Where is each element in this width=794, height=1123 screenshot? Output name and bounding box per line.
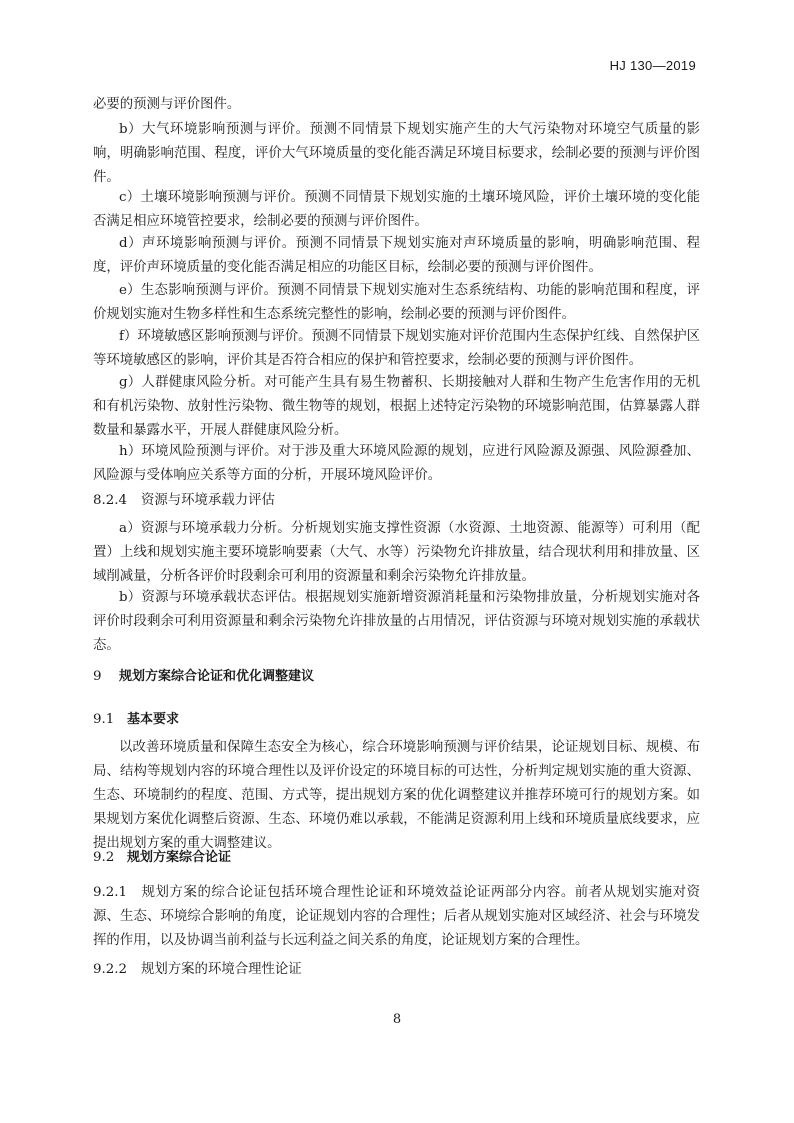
paragraph-item-e-ecology: e）生态影响预测与评价。预测不同情景下规划实施对生态系统结构、功能的影响范围和程度，评价规划实施对生物多样性和生态系统完整性的影响，绘制必要的预测与评价图件。 — [93, 283, 700, 322]
paragraph-8-2-4-b: b）资源与环境承载状态评估。根据规划实施新增资源消耗量和污染物排放量，分析规划实施对各评价时段剩余可利用资源量和剩余污染物允许排放量的占用情况，评估资源与环境对规划实施的承载状态。 — [93, 590, 700, 653]
section-title: 规划方案的环境合理性论证 — [141, 962, 302, 977]
section-title: 规划方案综合论证和优化调整建议 — [119, 669, 315, 684]
clause-number: 9.2.1 — [93, 885, 128, 900]
paragraph-item-f-sensitive-areas: f）环境敏感区影响预测与评价。预测不同情景下规划实施对评价范围内生态保护红线、自然保护区等环境敏感区的影响，评价其是否符合相应的保护和管控要求，绘制必要的预测与评价图件。 — [93, 329, 700, 368]
section-heading-9-2 — [93, 846, 231, 870]
paragraph-continuation: 必要的预测与评价图件。 — [93, 97, 241, 112]
paragraph-item-c-soil: c）土壤环境影响预测与评价。预测不同情景下规划实施的土壤环境风险，评价土壤环境的变化能否满足相应环境管控要求，绘制必要的预测与评价图件。 — [93, 190, 700, 229]
section-number: 9.2 — [93, 850, 115, 865]
section-title: 资源与环境承载力评估 — [141, 493, 275, 508]
section-title: 规划方案综合论证 — [127, 850, 232, 865]
section-heading-9 — [93, 665, 314, 689]
paragraph-item-b-air: b）大气环境影响预测与评价。预测不同情景下规划实施产生的大气污染物对环境空气质量的影响，明确影响范围、程度，评价大气环境质量的变化能否满足环境目标要求，绘制必要的预测与评价图件。 — [93, 122, 700, 185]
paragraph-item-d-noise: d）声环境影响预测与评价。预测不同情景下规划实施对声环境质量的影响，明确影响范围、程度，评价声环境质量的变化能否满足相应的功能区目标，绘制必要的预测与评价图件。 — [93, 236, 700, 275]
section-number: 9 — [93, 669, 102, 684]
paragraph-item-h-environmental-risk: h）环境风险预测与评价。对于涉及重大环境风险源的规划，应进行风险源及源强、风险源叠加、风险源与受体响应关系等方面的分析，开展环境风险评价。 — [93, 444, 700, 483]
paragraph-8-2-4-a: a）资源与环境承载力分析。分析规划实施支撑性资源（水资源、土地资源、能源等）可利用（配置）上线和规划实施主要环境影响要素（大气、水等）污染物允许排放量，结合现状利用和排放量、区域削减量，分析各评价时段剩余可利用的资源量和剩余污染物允许排放量。 — [93, 521, 700, 584]
section-heading-9-1 — [93, 708, 179, 732]
paragraph-9-1-body: 以改善环境质量和保障生态安全为核心，综合环境影响预测与评价结果，论证规划目标、规模、布局、结构等规划内容的环境合理性以及评价设定的环境目标的可达性，分析判定规划实施的重大资源、生态、环境制约的程度、范围、方式等，提出规划方案的优化调整建议并推荐环境可行的规划方案。如果规划方案优化调整后资源、生态、环境仍难以承载，不能满足资源利用上线和环境质量底线要求，应提出规划方案的重大调整建议。 — [93, 740, 700, 851]
standard-code-header: HJ 130—2019 — [609, 58, 696, 73]
paragraph-item-g-health-risk: g）人群健康风险分析。对可能产生具有易生物蓄积、长期接触对人群和生物产生危害作用的无机和有机污染物、放射性污染物、微生物等的规划，根据上述特定污染物的环境影响范围，估算暴露人群数量和暴露水平，开展人群健康风险分析。 — [93, 375, 700, 438]
section-number: 8.2.4 — [93, 493, 128, 508]
paragraph-9-2-1 — [93, 881, 700, 953]
clause-text: 规划方案的综合论证包括环境合理性论证和环境效益论证两部分内容。前者从规划实施对资源、生态、环境综合影响的角度，论证规划内容的合理性；后者从规划实施对区域经济、社会与环境发挥的作用，以及协调当前利益与长远利益之间关系的角度，论证规划方案的合理性。 — [93, 885, 700, 948]
section-heading-8-2-4 — [93, 489, 275, 513]
section-number: 9.2.2 — [93, 962, 128, 977]
section-heading-9-2-2 — [93, 958, 302, 982]
section-number: 9.1 — [93, 712, 115, 727]
page-number: 8 — [392, 1012, 402, 1027]
section-title: 基本要求 — [127, 712, 180, 727]
